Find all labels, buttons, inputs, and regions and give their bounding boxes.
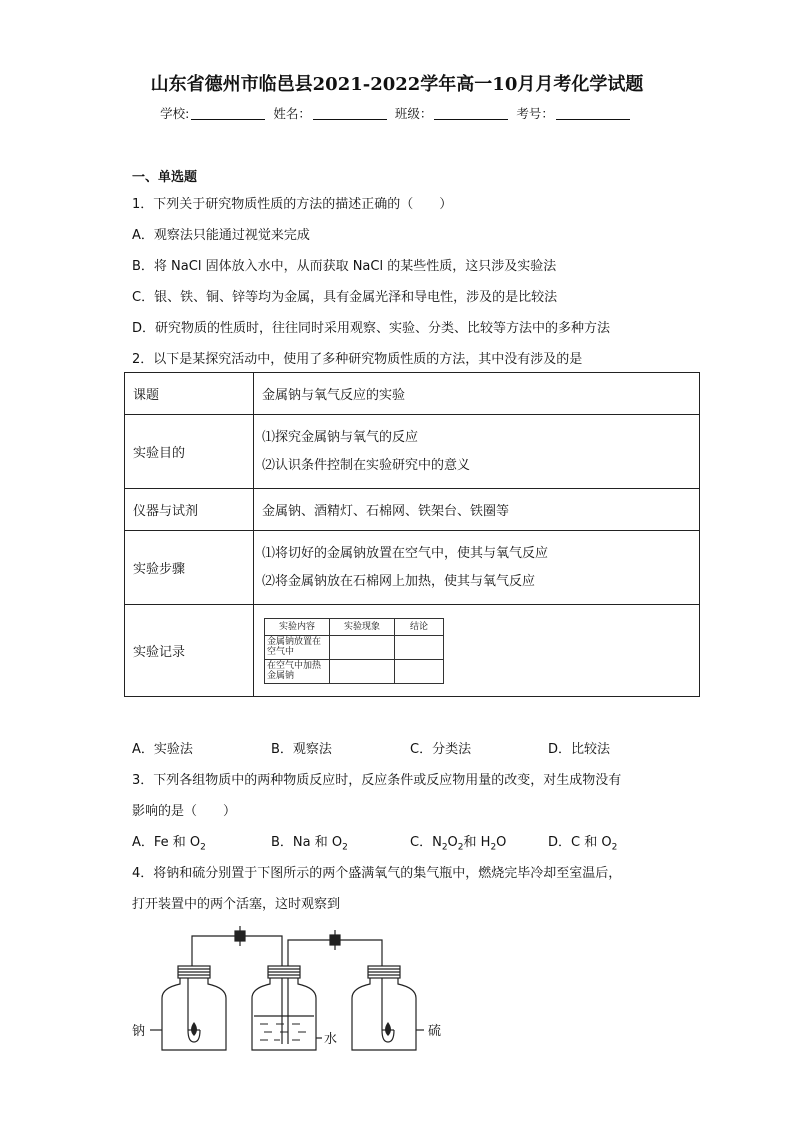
row-value: 金属钠与氧气反应的实验 — [254, 373, 700, 415]
record-cell — [395, 659, 444, 683]
middle-bottle — [252, 966, 322, 1050]
q3-stem-line2: 影响的是（ ） — [132, 804, 237, 819]
row-value — [254, 531, 700, 605]
name-blank[interactable] — [313, 107, 387, 120]
row-label: 实验步骤 — [125, 531, 254, 605]
row-label: 仪器与试剂 — [125, 489, 254, 531]
q3-option-d: D．C 和 $O_2$ — [548, 835, 618, 853]
school-label: 学校: — [160, 106, 190, 121]
q3-option-b: B．Na 和 $O_2$ — [271, 835, 348, 853]
q2-option-d: D．比较法 — [548, 742, 611, 757]
class-label: 班级： — [394, 106, 433, 121]
q4-stem-line1: 4．将钠和硫分别置于下图所示的两个盛满氧气的集气瓶中，燃烧完毕冷却至室温后， — [132, 866, 622, 881]
q2-option-a: A．实验法 — [132, 742, 193, 757]
q3-option-a: A．Fe 和 $O_2$ — [132, 835, 206, 853]
experiment-table — [124, 372, 700, 697]
purpose-line: ⑵认识条件控制在实验研究中的意义 — [262, 457, 471, 473]
record-header: 实验内容 — [265, 618, 330, 635]
row-label: 实验记录 — [125, 605, 254, 697]
step-line: ⑴将切好的金属钠放置在空气中，使其与氧气反应 — [262, 545, 549, 561]
number-blank[interactable] — [556, 107, 630, 120]
name-label: 姓名： — [273, 106, 311, 121]
water-label: 水 — [324, 1032, 338, 1047]
apparatus-diagram — [130, 918, 460, 1058]
table-row — [125, 489, 700, 531]
record-cell — [330, 659, 395, 683]
row-value: 金属钠、酒精灯、石棉网、铁架台、铁圈等 — [254, 489, 700, 531]
section-heading: 一、单选题 — [132, 170, 198, 185]
school-blank[interactable] — [191, 107, 265, 120]
step-line: ⑵将金属钠放在石棉网上加热，使其与氧气反应 — [262, 573, 536, 589]
table-row — [125, 605, 700, 697]
purpose-line: ⑴探究金属钠与氧气的反应 — [262, 429, 419, 445]
sulfur-label: 硫 — [428, 1024, 442, 1039]
q1-option-d: D．研究物质的性质时，往往同时采用观察、实验、分类、比较等方法中的多种方法 — [132, 321, 611, 336]
sodium-label: 钠 — [132, 1024, 146, 1039]
q3-option-c: C．$N_2O_2$和 $H_2O$ — [410, 835, 507, 853]
record-cell — [395, 635, 444, 659]
q1-option-c: C．银、铁、铜、锌等均为金属，具有金属光泽和导电性，涉及的是比较法 — [132, 290, 558, 305]
record-cell — [330, 635, 395, 659]
q2-stem: 2．以下是某探究活动中，使用了多种研究物质性质的方法，其中没有涉及的是 — [132, 352, 583, 367]
class-blank[interactable] — [434, 107, 508, 120]
student-info-line — [0, 104, 794, 122]
row-label: 实验目的 — [125, 415, 254, 489]
right-flame-icon — [385, 1022, 391, 1036]
page-title: 山东省德州市临邑县2021-2022学年高一10月月考化学试题 — [150, 74, 644, 95]
q2-option-b: B．观察法 — [271, 742, 332, 757]
right-stopcock-icon — [330, 930, 340, 950]
q2-option-c: C．分类法 — [410, 742, 472, 757]
q1-option-b: B．将 NaCl 固体放入水中，从而获取 NaCl 的某些性质，这只涉及实验法 — [132, 259, 557, 274]
left-flame-icon — [191, 1022, 197, 1036]
row-value — [254, 605, 700, 697]
row-label: 课题 — [125, 373, 254, 415]
record-header: 结论 — [395, 618, 444, 635]
number-label: 考号： — [516, 106, 554, 121]
record-cell: 在空气中加热金属钠 — [265, 659, 330, 683]
right-bottle — [352, 966, 424, 1050]
q1-stem: 1．下列关于研究物质性质的方法的描述正确的（ ） — [132, 197, 453, 212]
row-value — [254, 415, 700, 489]
table-row — [125, 531, 700, 605]
q1-option-a: A．观察法只能通过视觉来完成 — [132, 228, 310, 243]
record-cell: 金属钠放置在空气中 — [265, 635, 330, 659]
q4-stem-line2: 打开装置中的两个活塞，这时观察到 — [132, 897, 341, 912]
table-row — [125, 415, 700, 489]
record-header: 实验现象 — [330, 618, 395, 635]
table-row — [125, 373, 700, 415]
record-table — [264, 618, 444, 684]
q3-stem-line1: 3．下列各组物质中的两种物质反应时，反应条件或反应物用量的改变，对生成物没有 — [132, 773, 622, 788]
left-bottle — [162, 966, 226, 1050]
left-stopcock-icon — [235, 926, 245, 946]
